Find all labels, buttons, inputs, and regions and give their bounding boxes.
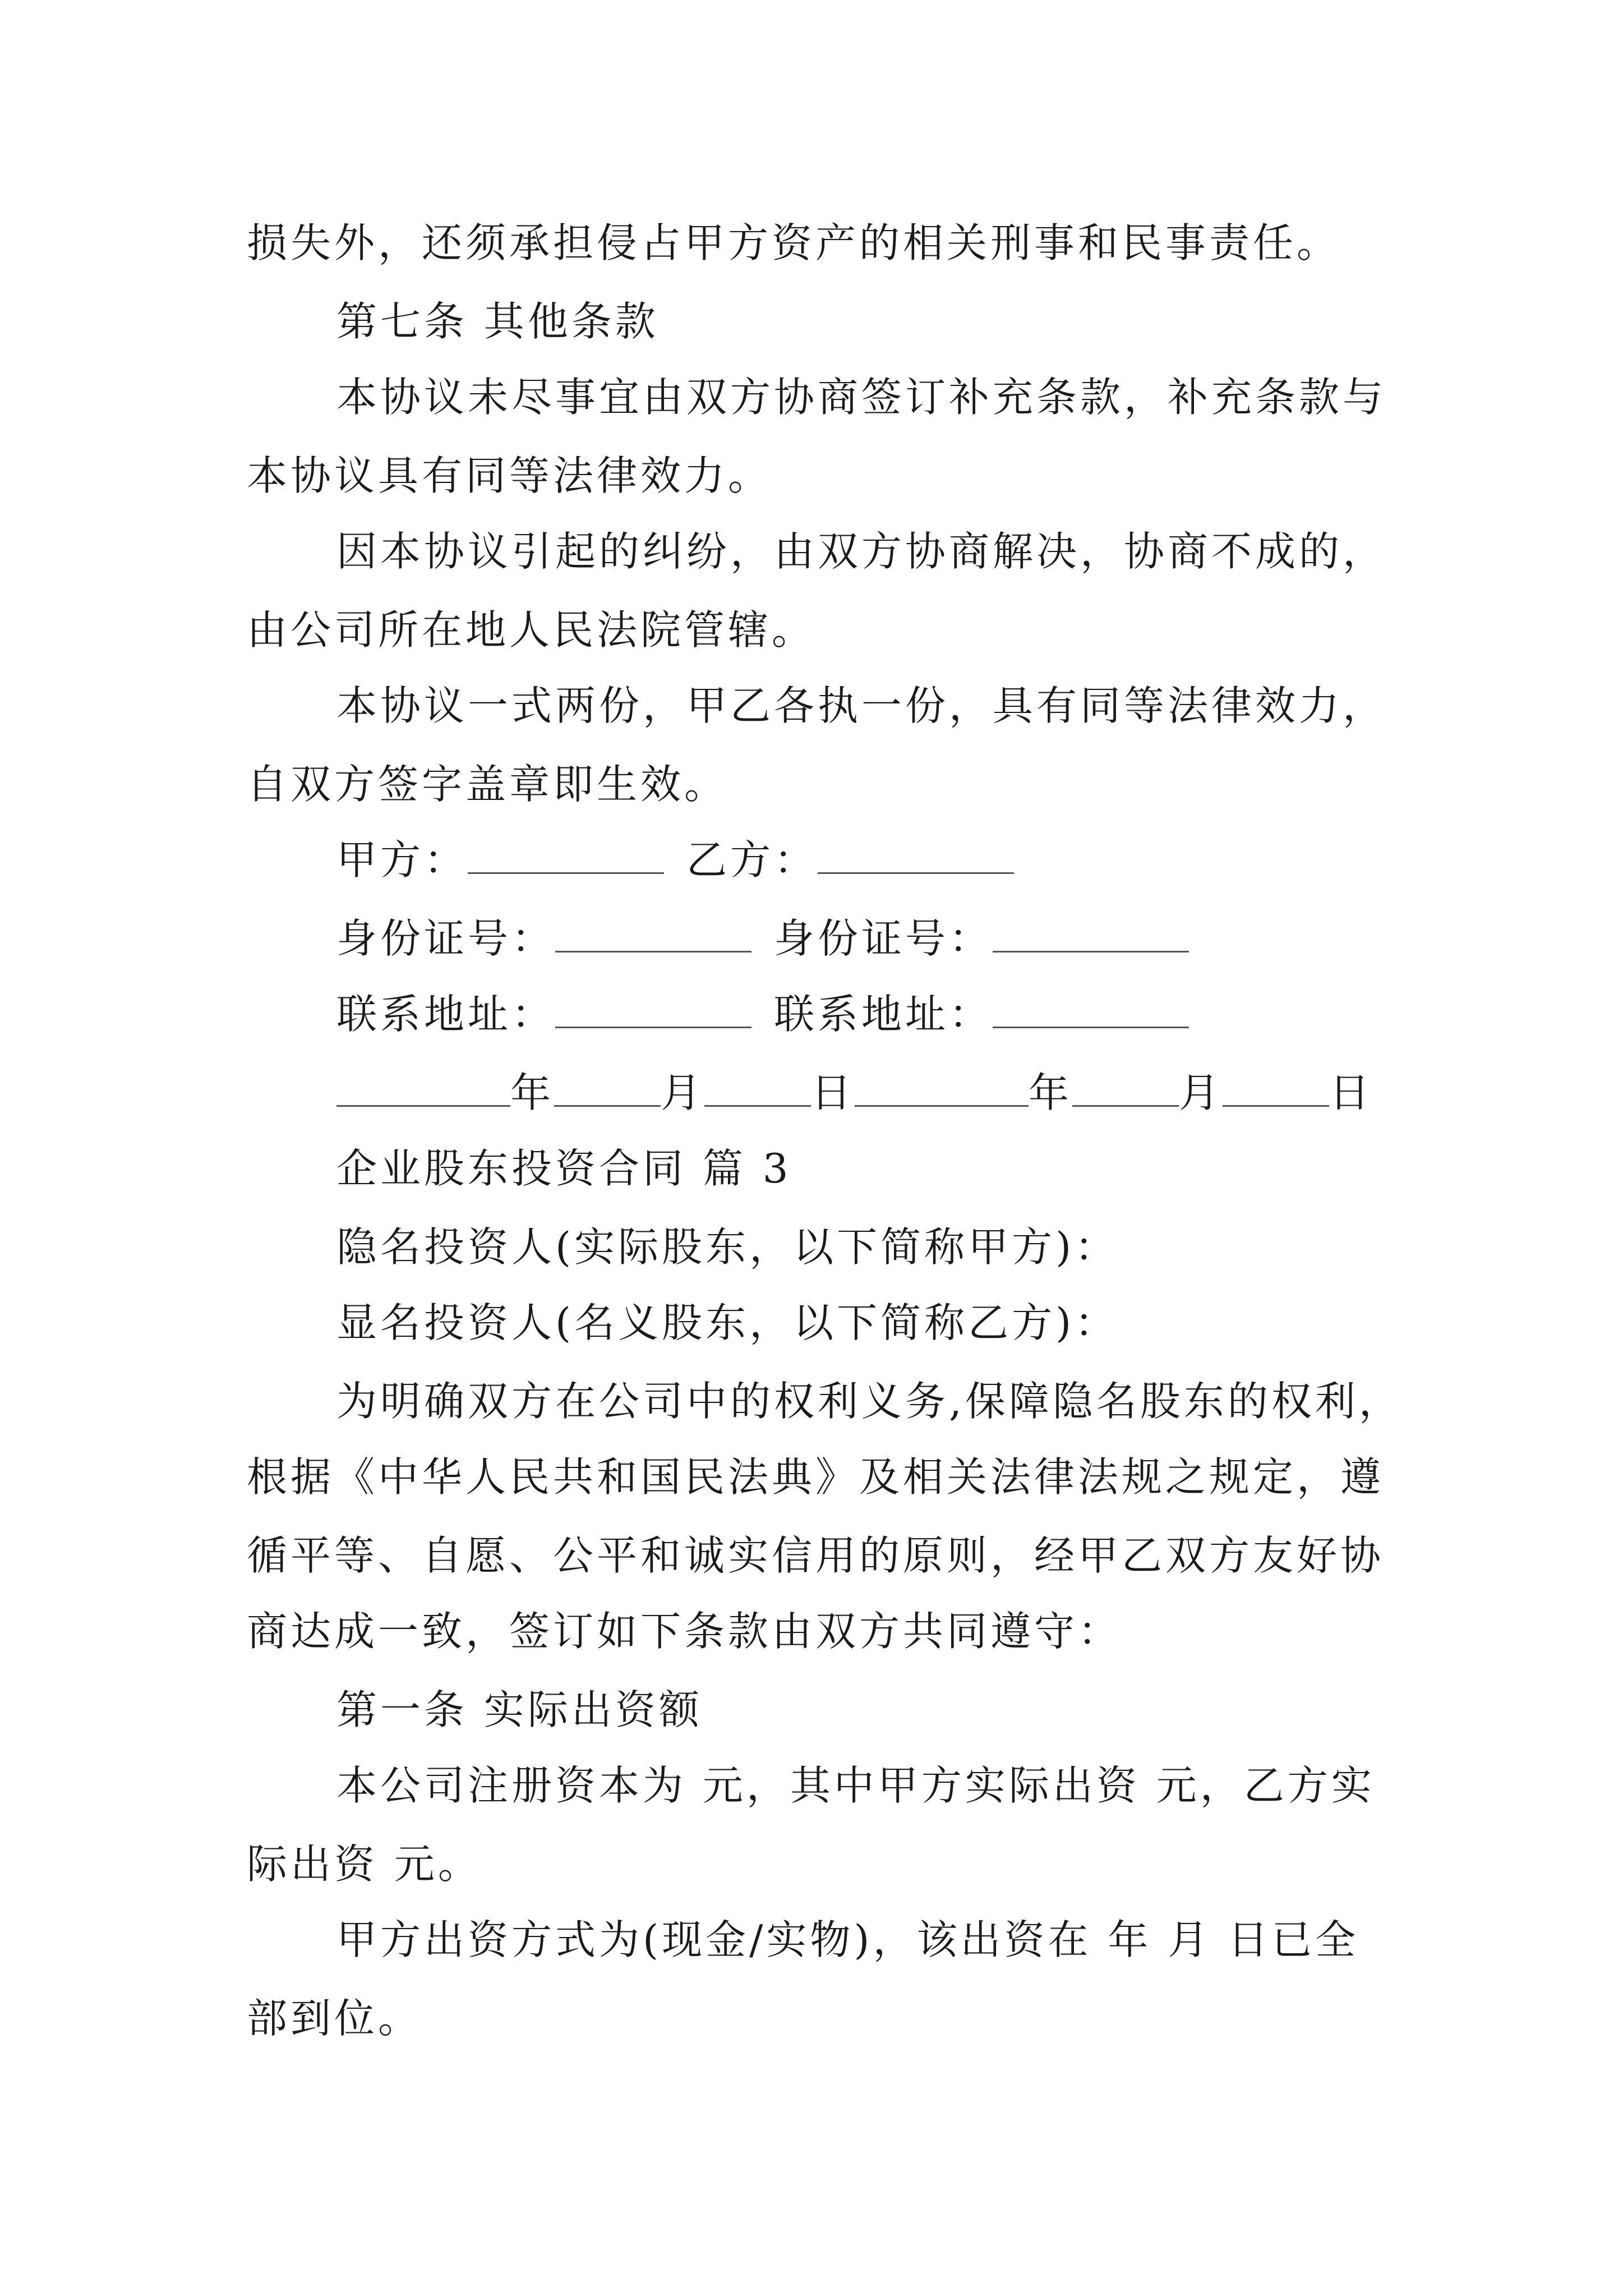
text-line: 部到位。 bbox=[247, 1995, 422, 2042]
article-heading: 第一条 实际出资额 bbox=[336, 1686, 703, 1733]
party-a-label: 甲方： bbox=[336, 836, 468, 884]
signature-party-row bbox=[336, 833, 1486, 887]
text-line: 隐名投资人(实际股东，以下简称甲方)： bbox=[336, 1223, 1119, 1271]
signature-date-row bbox=[336, 1066, 1486, 1120]
text-line: 际出资 元。 bbox=[247, 1841, 482, 1888]
text-line: 自双方签字盖章即生效。 bbox=[247, 761, 728, 808]
date-a-day: 日 bbox=[811, 1069, 855, 1116]
date-a-day-blank bbox=[704, 1066, 811, 1107]
text-line: 因本协议引起的纠纷，由双方协商解决，协商不成的， bbox=[336, 528, 1387, 575]
text-line: 商达成一致，签订如下条款由双方共同遵守： bbox=[247, 1608, 1122, 1655]
text-line: 甲方出资方式为(现金/实物)，该出资在 年 月 日已全 bbox=[336, 1916, 1359, 1963]
text-line: 本公司注册资本为 元，其中甲方实际出资 元，乙方实 bbox=[336, 1762, 1375, 1809]
date-b-day-blank bbox=[1223, 1066, 1329, 1107]
text-line: 为明确双方在公司中的权利义务,保障隐名股东的权利， bbox=[336, 1378, 1403, 1425]
date-b-year: 年 bbox=[1029, 1069, 1073, 1116]
id-b-label: 身份证号： bbox=[774, 915, 993, 962]
text-line: 循平等、自愿、公平和诚实信用的原则，经甲乙双方友好协 bbox=[247, 1532, 1385, 1579]
signature-id-row bbox=[336, 912, 1486, 965]
article-heading: 第七条 其他条款 bbox=[336, 298, 659, 345]
addr-a-blank bbox=[555, 987, 751, 1028]
text-line: 本协议具有同等法律效力。 bbox=[247, 452, 772, 499]
addr-a-label: 联系地址： bbox=[336, 991, 556, 1038]
date-a-month-blank bbox=[554, 1066, 661, 1107]
date-b-day: 日 bbox=[1329, 1069, 1373, 1116]
text-line: 显名投资人(名义股东，以下简称乙方)： bbox=[336, 1299, 1119, 1346]
date-b-month: 月 bbox=[1179, 1069, 1223, 1116]
text-line: 损失外，还须承担侵占甲方资产的相关刑事和民事责任。 bbox=[247, 219, 1341, 266]
id-b-blank bbox=[993, 912, 1189, 953]
section-title: 企业股东投资合同 篇 3 bbox=[336, 1145, 792, 1192]
signature-address-row bbox=[336, 987, 1486, 1041]
text-line: 本协议一式两份，甲乙各执一份，具有同等法律效力， bbox=[336, 682, 1387, 729]
party-b-blank bbox=[818, 833, 1014, 874]
date-b-month-blank bbox=[1072, 1066, 1179, 1107]
party-b-label: 乙方： bbox=[686, 836, 818, 884]
addr-b-blank bbox=[993, 987, 1189, 1028]
date-a-year-blank bbox=[336, 1066, 510, 1107]
id-a-label: 身份证号： bbox=[336, 915, 556, 962]
date-b-year-blank bbox=[855, 1066, 1029, 1107]
text-line: 根据《中华人民共和国民法典》及相关法律法规之规定，遵 bbox=[247, 1453, 1385, 1501]
id-a-blank bbox=[555, 912, 751, 953]
date-a-year: 年 bbox=[510, 1069, 555, 1116]
party-a-blank bbox=[468, 833, 664, 874]
date-a-month: 月 bbox=[661, 1069, 705, 1116]
text-line: 本协议未尽事宜由双方协商签订补充条款，补充条款与 bbox=[336, 374, 1387, 421]
addr-b-label: 联系地址： bbox=[774, 991, 993, 1038]
text-line: 由公司所在地人民法院管辖。 bbox=[247, 606, 816, 654]
